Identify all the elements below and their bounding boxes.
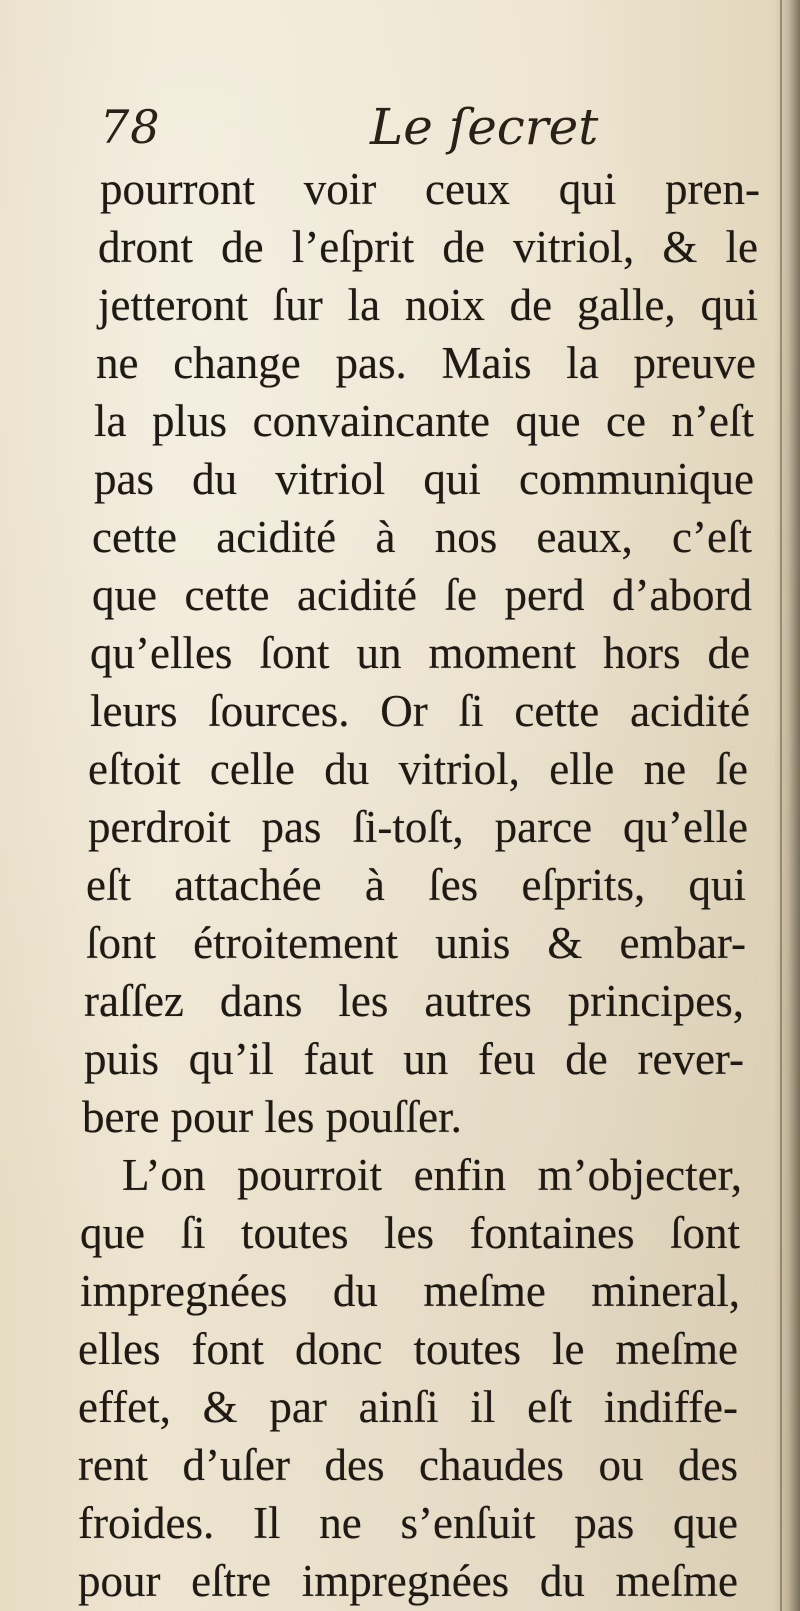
text-line: froides. Il ne s’enſuit pas que <box>78 1498 738 1548</box>
body-text <box>78 160 768 1610</box>
text-line: eſt attachée à ſes eſprits, qui <box>86 860 746 910</box>
text-line: pas du vitriol qui communique <box>94 454 754 504</box>
page-edge-line <box>780 0 782 1611</box>
text-line: L’on pourroit enfin m’objecter, <box>122 1150 742 1200</box>
text-line: impregnées du meſme mineral, <box>80 1266 740 1316</box>
text-line: effet, & par ainſi il eſt indiffe- <box>78 1382 738 1432</box>
text-line: que ſi toutes les fontaines ſont <box>80 1208 740 1258</box>
text-line: puis qu’il faut un feu de rever- <box>84 1034 744 1084</box>
text-line: eſtoit celle du vitriol, elle ne ſe <box>88 744 748 794</box>
page-gutter-shadow <box>774 0 800 1611</box>
text-line: ſont étroitement unis & embar- <box>86 918 746 968</box>
text-line: pourront voir ceux qui pren- <box>100 164 760 214</box>
text-line: bere pour les pouſſer. <box>82 1092 462 1142</box>
text-line: rent d’uſer des chaudes ou des <box>78 1440 738 1490</box>
text-line: cette acidité à nos eaux, c’eſt <box>92 512 752 562</box>
text-line: elles font donc toutes le meſme <box>78 1324 738 1374</box>
text-line: que cette acidité ſe perd d’abord <box>92 570 752 620</box>
text-line: raſſez dans les autres principes, <box>84 976 744 1026</box>
text-line: dront de l’eſprit de vitriol, & le <box>98 222 758 272</box>
page-number: 78 <box>100 100 161 154</box>
text-line: qu’elles ſont un moment hors de <box>90 628 750 678</box>
text-line: perdroit pas ſi-toſt, parce qu’elle <box>88 802 748 852</box>
text-line: jetteront ſur la noix de galle, qui <box>98 280 758 330</box>
text-line: ne change pas. Mais la preuve <box>96 338 756 388</box>
page-header <box>100 100 740 160</box>
text-line: leurs ſources. Or ſi cette acidité <box>90 686 750 736</box>
running-head: Le ſecret <box>370 98 599 156</box>
text-line: la plus convaincante que ce n’eſt <box>94 396 754 446</box>
text-line: pour eſtre impregnées du meſme <box>78 1556 738 1606</box>
